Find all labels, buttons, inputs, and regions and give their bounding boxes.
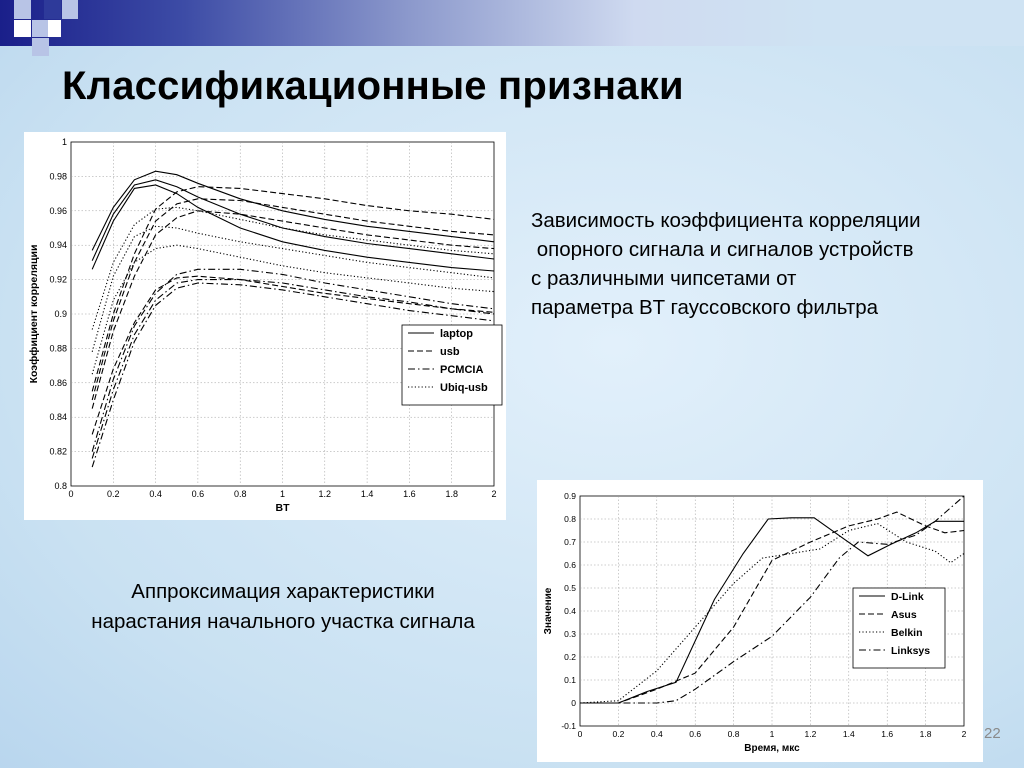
x-tick-label: 1.4: [360, 489, 374, 499]
legend-label: Belkin: [891, 627, 923, 639]
decor-square: [48, 20, 61, 37]
description-line: параметра BT гауссовского фильтра: [531, 296, 879, 319]
x-tick-label: 2: [491, 489, 497, 499]
y-tick-label: 0.94: [49, 240, 67, 251]
x-tick-label: 0: [577, 729, 583, 739]
decor-square: [32, 38, 49, 56]
x-tick-label: 1.2: [804, 729, 817, 739]
y-tick-label: 0.2: [564, 652, 576, 662]
x-tick-label: 1.8: [919, 729, 932, 739]
y-tick-label: 0: [571, 698, 576, 708]
y-tick-label: 0.82: [49, 446, 67, 457]
x-tick-label: 1: [279, 489, 286, 499]
x-tick-label: 2: [961, 729, 967, 739]
y-tick-label: 0.6: [564, 560, 576, 570]
x-tick-label: 0.6: [689, 729, 702, 739]
y-tick-label: 0.98: [49, 171, 67, 182]
y-tick-label: 0.86: [49, 377, 67, 388]
decor-square: [14, 0, 31, 19]
y-tick-label: 0.84: [49, 412, 67, 423]
y-tick-label: 0.88: [49, 343, 67, 354]
signal-rise-chart: [537, 480, 983, 762]
x-tick-label: 0.6: [191, 489, 205, 499]
description-line: опорного сигнала и сигналов устройств: [531, 238, 914, 261]
decor-square: [32, 20, 48, 37]
y-tick-label: 0.9: [564, 491, 576, 501]
slide-title: Классификационные признаки: [62, 64, 684, 108]
y-tick-label: 0.8: [564, 514, 576, 524]
x-tick-label: 0.2: [612, 729, 625, 739]
y-tick-label: 1: [61, 137, 67, 147]
correlation-chart: [24, 132, 506, 520]
signal-caption: [28, 577, 538, 637]
x-tick-label: 1.6: [881, 729, 894, 739]
x-tick-label: 0.8: [727, 729, 740, 739]
y-tick-label: 0.8: [54, 481, 67, 491]
legend-label: laptop: [440, 328, 473, 340]
x-tick-label: 0: [68, 489, 74, 499]
x-tick-label: 1: [769, 729, 775, 739]
caption-line: Аппроксимация характеристики: [131, 580, 435, 603]
y-tick-label: 0.9: [54, 309, 67, 319]
x-tick-label: 1.6: [403, 489, 416, 499]
x-axis-label: Время, мкс: [744, 743, 800, 754]
y-tick-label: 0.3: [564, 629, 576, 639]
decor-square: [62, 0, 78, 19]
legend-label: Linksys: [891, 645, 931, 657]
x-axis-label: BT: [275, 502, 290, 514]
description-line: с различными чипсетами от: [531, 267, 797, 290]
decor-square: [14, 20, 31, 37]
description-line: Зависимость коэффициента корреляции: [531, 209, 921, 232]
y-tick-label: 0.92: [49, 274, 67, 285]
y-tick-label: 0.7: [564, 537, 576, 547]
y-tick-label: -0.1: [561, 721, 576, 731]
caption-line: нарастания начального участка сигнала: [91, 610, 475, 633]
y-tick-label: 0.96: [49, 205, 67, 216]
x-tick-label: 0.2: [107, 489, 120, 499]
y-tick-label: 0.5: [564, 583, 576, 593]
x-tick-label: 0.8: [233, 489, 247, 499]
page-number: 22: [984, 725, 1001, 742]
x-tick-label: 1.4: [842, 729, 855, 739]
legend-label: D-Link: [891, 591, 924, 603]
legend-label: usb: [440, 346, 460, 358]
chart-description: [531, 206, 1021, 322]
header-gradient-bar: [0, 0, 1024, 46]
y-axis-label: Коэффициент корреляции: [28, 244, 40, 384]
y-tick-label: 0.1: [564, 675, 576, 685]
y-axis-label: Значение: [543, 587, 554, 635]
legend-label: Ubiq-usb: [440, 382, 488, 394]
x-tick-label: 1.8: [445, 489, 458, 499]
y-tick-label: 0.4: [564, 606, 576, 616]
x-tick-label: 0.4: [650, 729, 663, 739]
x-tick-label: 1.2: [318, 489, 332, 499]
x-tick-label: 0.4: [149, 489, 162, 499]
legend-label: Asus: [891, 609, 917, 621]
decor-square: [44, 0, 61, 19]
legend-label: PCMCIA: [440, 364, 484, 376]
